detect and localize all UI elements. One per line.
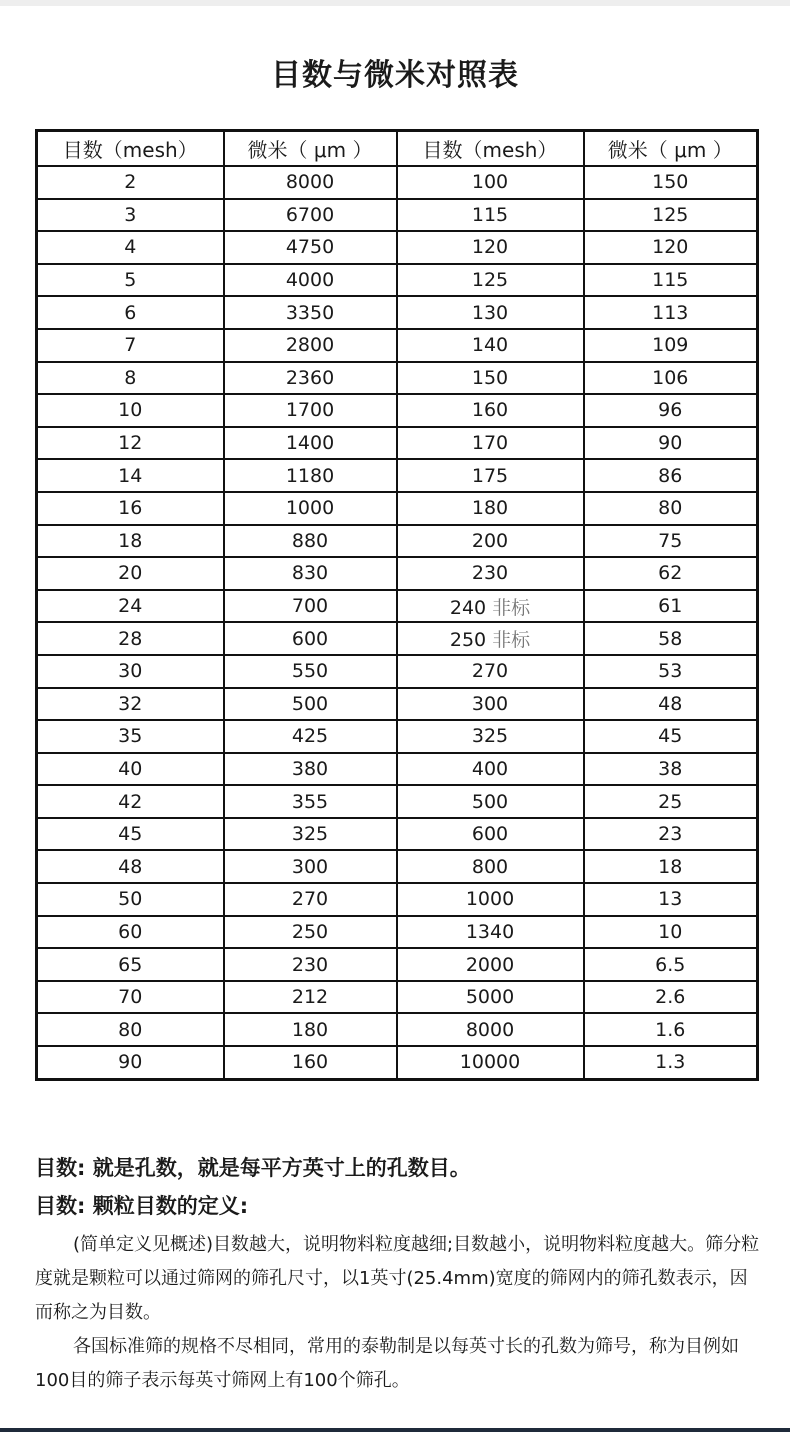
mesh-left-cell: 6 <box>37 296 224 329</box>
micron-left-cell: 300 <box>224 850 397 883</box>
micron-right-cell: 23 <box>584 818 758 851</box>
header-micron-right: 微米（ μm ） <box>584 131 758 167</box>
micron-right-cell: 10 <box>584 916 758 949</box>
table-row <box>37 720 758 753</box>
mesh-left-cell: 14 <box>37 459 224 492</box>
micron-right-cell: 115 <box>584 264 758 297</box>
micron-left-cell: 600 <box>224 622 397 655</box>
header-micron-left: 微米（ μm ） <box>224 131 397 167</box>
mesh-right-value: 5000 <box>465 986 515 1009</box>
mesh-right-cell <box>397 492 584 525</box>
mesh-left-cell: 5 <box>37 264 224 297</box>
bottom-divider <box>0 1428 790 1432</box>
table-row <box>37 296 758 329</box>
mesh-right-value: 140 <box>471 334 509 357</box>
mesh-right-value: 10000 <box>459 1051 521 1074</box>
mesh-right-value: 800 <box>471 855 509 878</box>
mesh-right-value: 400 <box>471 757 509 780</box>
micron-left-cell: 325 <box>224 818 397 851</box>
micron-right-cell: 80 <box>584 492 758 525</box>
mesh-left-cell: 70 <box>37 981 224 1014</box>
nonstandard-note: 非标 <box>492 629 531 652</box>
table-row <box>37 492 758 525</box>
mesh-micron-table <box>35 129 759 1081</box>
micron-right-cell: 96 <box>584 394 758 427</box>
mesh-right-value: 200 <box>471 529 509 552</box>
micron-right-cell: 113 <box>584 296 758 329</box>
mesh-right-value: 2000 <box>465 953 515 976</box>
mesh-right-cell <box>397 916 584 949</box>
mesh-left-cell: 24 <box>37 590 224 623</box>
mesh-left-cell: 90 <box>37 1046 224 1079</box>
mesh-right-value: 160 <box>471 399 509 422</box>
mesh-left-cell: 16 <box>37 492 224 525</box>
micron-left-cell: 2800 <box>224 329 397 362</box>
micron-left-cell: 212 <box>224 981 397 1014</box>
mesh-right-cell <box>397 166 584 199</box>
mesh-right-value: 300 <box>471 692 509 715</box>
mesh-right-value: 600 <box>471 823 509 846</box>
micron-left-cell: 830 <box>224 557 397 590</box>
table-row <box>37 199 758 232</box>
mesh-right-value: 500 <box>471 790 509 813</box>
micron-left-cell: 270 <box>224 883 397 916</box>
mesh-left-cell: 45 <box>37 818 224 851</box>
mesh-right-value: 270 <box>471 660 509 683</box>
table-row <box>37 427 758 460</box>
mesh-left-cell: 3 <box>37 199 224 232</box>
micron-left-cell: 425 <box>224 720 397 753</box>
mesh-left-cell: 65 <box>37 948 224 981</box>
mesh-left-cell: 7 <box>37 329 224 362</box>
table-row <box>37 818 758 851</box>
micron-right-cell: 61 <box>584 590 758 623</box>
micron-left-cell: 500 <box>224 688 397 721</box>
mesh-right-value: 125 <box>471 269 509 292</box>
micron-right-cell: 38 <box>584 753 758 786</box>
mesh-right-value: 180 <box>471 497 509 520</box>
mesh-right-cell <box>397 1046 584 1079</box>
micron-right-cell: 62 <box>584 557 758 590</box>
table-row <box>37 264 758 297</box>
micron-left-cell: 250 <box>224 916 397 949</box>
table-row <box>37 166 758 199</box>
micron-left-cell: 700 <box>224 590 397 623</box>
table-row <box>37 753 758 786</box>
mesh-right-cell <box>397 394 584 427</box>
mesh-right-value: 8000 <box>465 1018 515 1041</box>
table-body <box>37 166 758 1079</box>
mesh-right-cell <box>397 231 584 264</box>
mesh-right-value: 230 <box>471 562 509 585</box>
mesh-left-cell: 35 <box>37 720 224 753</box>
table-row <box>37 557 758 590</box>
mesh-right-cell <box>397 296 584 329</box>
table-header-row <box>37 131 758 167</box>
mesh-right-value: 120 <box>471 236 509 259</box>
micron-left-cell: 160 <box>224 1046 397 1079</box>
definition-line-1: 目数: 就是孔数，就是每平方英寸上的孔数目。 <box>35 1156 471 1180</box>
mesh-right-cell <box>397 818 584 851</box>
table-row <box>37 590 758 623</box>
mesh-left-cell: 60 <box>37 916 224 949</box>
mesh-left-cell: 42 <box>37 785 224 818</box>
mesh-right-cell <box>397 590 584 623</box>
mesh-left-cell: 8 <box>37 362 224 395</box>
mesh-right-value: 240 <box>449 596 487 619</box>
mesh-right-cell <box>397 199 584 232</box>
micron-left-cell: 1180 <box>224 459 397 492</box>
micron-right-cell: 120 <box>584 231 758 264</box>
mesh-left-cell: 30 <box>37 655 224 688</box>
table-row <box>37 231 758 264</box>
mesh-left-cell: 12 <box>37 427 224 460</box>
micron-right-cell: 90 <box>584 427 758 460</box>
micron-right-cell: 86 <box>584 459 758 492</box>
table-row <box>37 525 758 558</box>
mesh-right-cell <box>397 557 584 590</box>
mesh-right-cell <box>397 883 584 916</box>
mesh-left-cell: 32 <box>37 688 224 721</box>
micron-right-cell: 13 <box>584 883 758 916</box>
table-row <box>37 362 758 395</box>
micron-left-cell: 1000 <box>224 492 397 525</box>
notes-section <box>35 1150 760 1398</box>
micron-left-cell: 1400 <box>224 427 397 460</box>
table-row <box>37 688 758 721</box>
table-row <box>37 883 758 916</box>
mesh-right-cell <box>397 362 584 395</box>
micron-left-cell: 3350 <box>224 296 397 329</box>
mesh-right-cell <box>397 850 584 883</box>
micron-right-cell: 125 <box>584 199 758 232</box>
mesh-right-value: 1000 <box>465 888 515 911</box>
mesh-right-cell <box>397 688 584 721</box>
table-row <box>37 1046 758 1079</box>
micron-left-cell: 355 <box>224 785 397 818</box>
micron-right-cell: 109 <box>584 329 758 362</box>
mesh-left-cell: 20 <box>37 557 224 590</box>
table-row <box>37 948 758 981</box>
mesh-right-value: 175 <box>471 464 509 487</box>
mesh-left-cell: 50 <box>37 883 224 916</box>
mesh-right-cell <box>397 655 584 688</box>
mesh-right-value: 170 <box>471 432 509 455</box>
top-divider <box>0 0 790 6</box>
mesh-right-value: 150 <box>471 366 509 389</box>
micron-left-cell: 180 <box>224 1013 397 1046</box>
micron-right-cell: 75 <box>584 525 758 558</box>
micron-right-cell: 45 <box>584 720 758 753</box>
mesh-right-cell <box>397 459 584 492</box>
mesh-right-value: 325 <box>471 725 509 748</box>
table-row <box>37 655 758 688</box>
micron-right-cell: 25 <box>584 785 758 818</box>
definition-line-2: 目数: 颗粒目数的定义: <box>35 1194 249 1218</box>
micron-right-cell: 1.3 <box>584 1046 758 1079</box>
header-mesh-right: 目数（mesh） <box>397 131 584 167</box>
header-mesh-left: 目数（mesh） <box>37 131 224 167</box>
mesh-right-cell <box>397 981 584 1014</box>
micron-left-cell: 4750 <box>224 231 397 264</box>
nonstandard-note: 非标 <box>492 596 531 619</box>
table-row <box>37 981 758 1014</box>
micron-right-cell: 1.6 <box>584 1013 758 1046</box>
micron-right-cell: 48 <box>584 688 758 721</box>
table-row <box>37 1013 758 1046</box>
micron-left-cell: 6700 <box>224 199 397 232</box>
mesh-right-cell <box>397 720 584 753</box>
mesh-right-value: 100 <box>471 171 509 194</box>
micron-left-cell: 8000 <box>224 166 397 199</box>
mesh-right-value: 115 <box>471 203 509 226</box>
table-row <box>37 785 758 818</box>
mesh-right-cell <box>397 948 584 981</box>
mesh-right-cell <box>397 622 584 655</box>
mesh-right-cell <box>397 329 584 362</box>
micron-right-cell: 58 <box>584 622 758 655</box>
mesh-right-cell <box>397 753 584 786</box>
micron-right-cell: 6.5 <box>584 948 758 981</box>
mesh-right-value: 130 <box>471 301 509 324</box>
mesh-left-cell: 80 <box>37 1013 224 1046</box>
table-row <box>37 459 758 492</box>
definition-paragraph: (简单定义见概述)目数越大，说明物料粒度越细;目数越小，说明物料粒度越大。筛分粒度就是颗粒可以通过筛网的筛孔尺寸，以1英寸(25.4mm)宽度的筛网内的筛孔数表示，因而称之为目数。 <box>35 1234 760 1323</box>
micron-right-cell: 18 <box>584 850 758 883</box>
table-row <box>37 850 758 883</box>
mesh-left-cell: 2 <box>37 166 224 199</box>
mesh-right-cell <box>397 1013 584 1046</box>
micron-left-cell: 4000 <box>224 264 397 297</box>
micron-right-cell: 53 <box>584 655 758 688</box>
micron-left-cell: 880 <box>224 525 397 558</box>
mesh-left-cell: 28 <box>37 622 224 655</box>
micron-right-cell: 2.6 <box>584 981 758 1014</box>
mesh-left-cell: 4 <box>37 231 224 264</box>
micron-right-cell: 150 <box>584 166 758 199</box>
mesh-right-cell <box>397 427 584 460</box>
micron-left-cell: 550 <box>224 655 397 688</box>
table-row <box>37 394 758 427</box>
page-title: 目数与微米对照表 <box>271 58 519 93</box>
mesh-right-value: 250 <box>449 629 487 652</box>
mesh-left-cell: 10 <box>37 394 224 427</box>
micron-left-cell: 380 <box>224 753 397 786</box>
standard-sieve-paragraph: 各国标准筛的规格不尽相同，常用的泰勒制是以每英寸长的孔数为筛号，称为目例如100目的筛子表示每英寸筛网上有100个筛孔。 <box>35 1336 739 1391</box>
micron-right-cell: 106 <box>584 362 758 395</box>
table-row <box>37 622 758 655</box>
micron-left-cell: 1700 <box>224 394 397 427</box>
table-row <box>37 916 758 949</box>
mesh-left-cell: 40 <box>37 753 224 786</box>
mesh-left-cell: 18 <box>37 525 224 558</box>
mesh-right-value: 1340 <box>465 920 515 943</box>
mesh-left-cell: 48 <box>37 850 224 883</box>
mesh-right-cell <box>397 264 584 297</box>
micron-left-cell: 2360 <box>224 362 397 395</box>
table-row <box>37 329 758 362</box>
micron-left-cell: 230 <box>224 948 397 981</box>
mesh-right-cell <box>397 785 584 818</box>
mesh-right-cell <box>397 525 584 558</box>
